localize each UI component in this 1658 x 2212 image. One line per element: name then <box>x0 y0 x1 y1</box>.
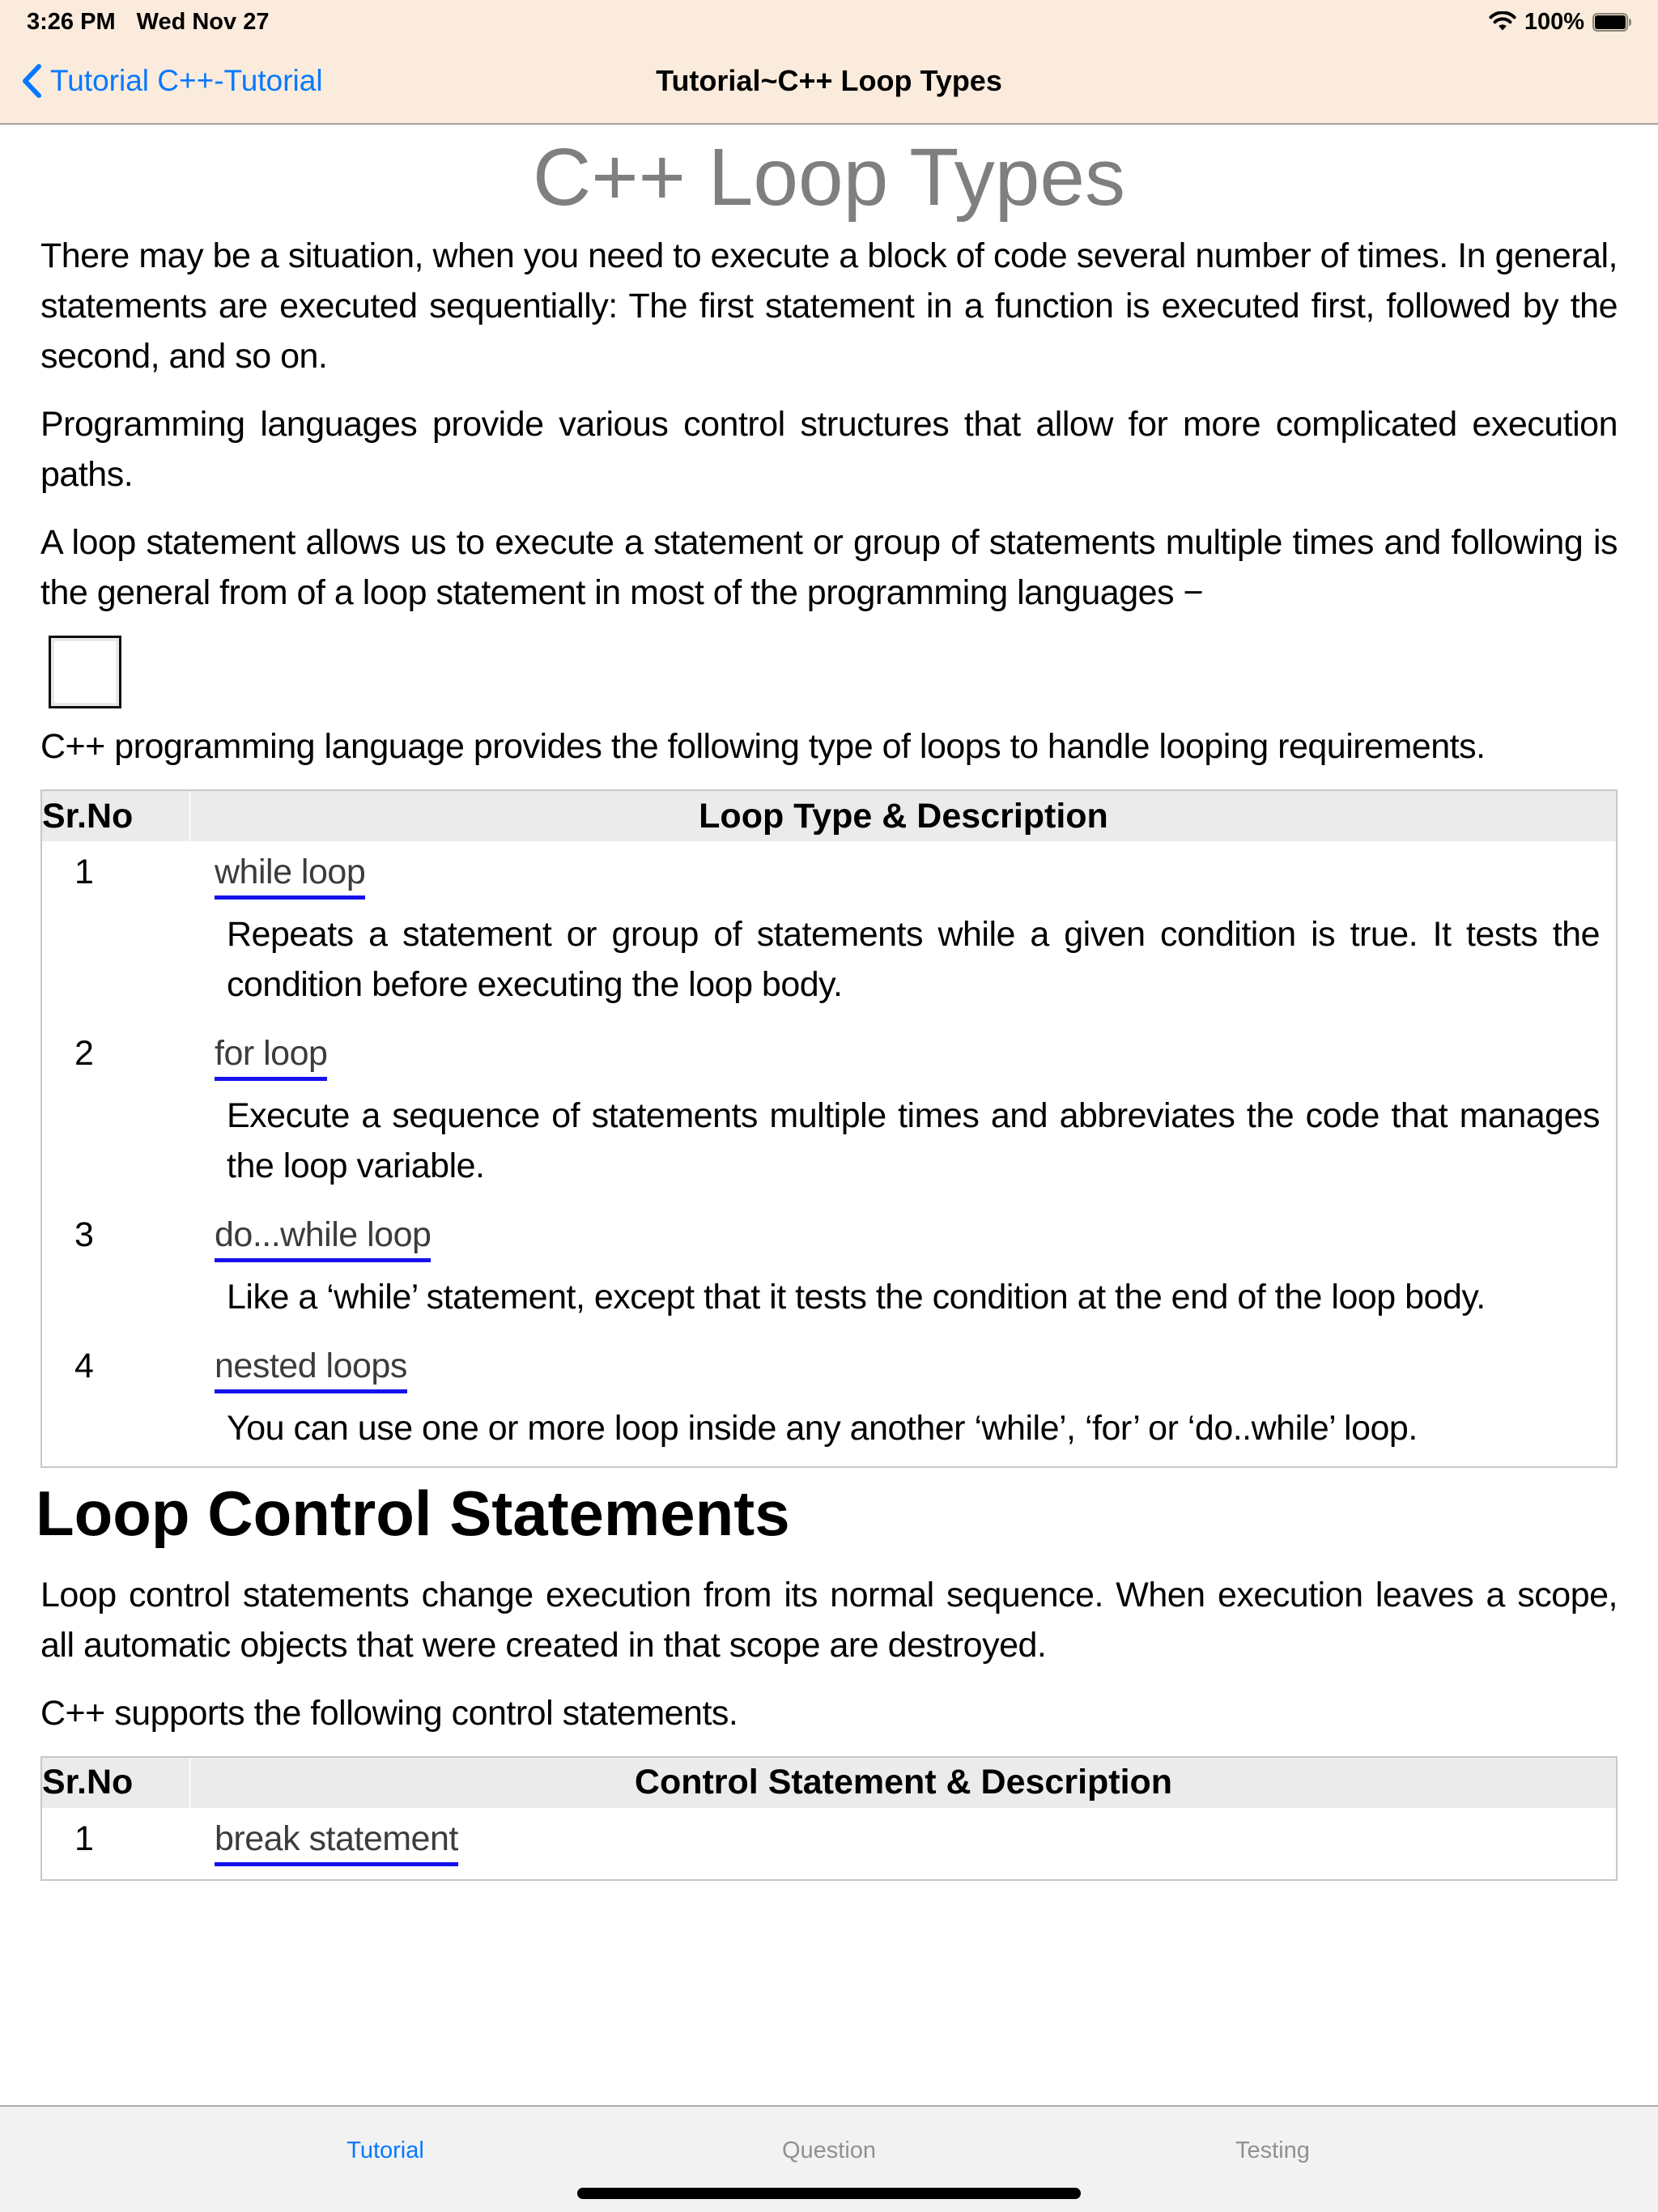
status-time: 3:26 PM <box>27 8 116 35</box>
table-row <box>42 1204 1616 1335</box>
battery-icon <box>1592 13 1631 32</box>
do-while-loop-link[interactable]: do...while loop <box>215 1215 431 1262</box>
row-number: 1 <box>74 1819 94 1858</box>
break-statement-link[interactable]: break statement <box>215 1819 458 1866</box>
row-number: 1 <box>74 853 94 891</box>
nested-loops-link[interactable]: nested loops <box>215 1346 407 1393</box>
home-indicator[interactable] <box>577 2188 1081 2199</box>
tab-question[interactable]: Question <box>781 2138 877 2163</box>
status-time-date <box>27 9 269 36</box>
tutorial-content-scroll[interactable] <box>0 126 1658 2105</box>
control-paragraph-2: C++ supports the following control statements. <box>40 1693 738 1733</box>
back-chevron-icon <box>21 62 42 100</box>
control-paragraph-1: Loop control statements change execution from its normal sequence. When execution leaves a scope, all automatic objects that were created in that scope are destroyed. <box>40 1575 1618 1665</box>
intro-paragraph-1: There may be a situation, when you need to execute a block of code several number of times. In general, statements are executed sequentially: The first statement in a function is executed first, followed by the second, and so on. <box>40 236 1618 376</box>
for-loop-link[interactable]: for loop <box>215 1034 327 1081</box>
row-description: You can use one or more loop inside any another ‘while’, ‘for’ or ‘do..while’ loop. <box>227 1409 1418 1448</box>
navigation-bar <box>0 39 1658 125</box>
table-row <box>42 1808 1616 1879</box>
loop-control-heading: Loop Control Statements <box>36 1478 790 1549</box>
column-header-srno: Sr.No <box>42 1758 191 1808</box>
page-title: C++ Loop Types <box>532 132 1126 223</box>
status-bar <box>0 0 1658 39</box>
battery-percent: 100% <box>1524 8 1584 35</box>
row-description: Repeats a statement or group of statements while a given condition is true. It tests the condition before executing the loop body. <box>227 915 1600 1004</box>
intro-paragraph-2: Programming languages provide various control structures that allow for more complicated execution paths. <box>40 405 1618 494</box>
row-number: 2 <box>74 1034 94 1073</box>
back-button-label: Tutorial C++-Tutorial <box>50 64 323 97</box>
nav-title: Tutorial~C++ Loop Types <box>656 64 1002 97</box>
intro-paragraph-3: A loop statement allows us to execute a statement or group of statements multiple times and following is the general from of a loop statement in most of the programming languages − <box>40 523 1618 612</box>
loop-types-table <box>40 789 1618 1468</box>
column-header-loop-type: Loop Type & Description <box>191 791 1616 841</box>
broken-image-placeholder <box>49 636 121 708</box>
row-number: 4 <box>74 1346 94 1385</box>
back-button[interactable] <box>21 62 323 100</box>
table-row <box>42 1023 1616 1204</box>
row-description: Like a ‘while’ statement, except that it tests the condition at the end of the loop body. <box>227 1278 1486 1317</box>
wifi-icon <box>1489 11 1516 32</box>
while-loop-link[interactable]: while loop <box>215 853 365 900</box>
table-row <box>42 841 1616 1023</box>
row-number: 3 <box>74 1215 94 1254</box>
table-row <box>42 1335 1616 1466</box>
status-indicators <box>1489 9 1631 36</box>
control-statements-table <box>40 1756 1618 1881</box>
table-header-row <box>42 791 1616 841</box>
row-description: Execute a sequence of statements multiple times and abbreviates the code that manages the loop variable. <box>227 1096 1600 1185</box>
column-header-control-statement: Control Statement & Description <box>191 1758 1616 1808</box>
intro-paragraph-4: C++ programming language provides the following type of loops to handle looping requirements. <box>40 727 1486 766</box>
tab-tutorial[interactable]: Tutorial <box>346 2138 424 2163</box>
tab-testing[interactable]: Testing <box>1235 2138 1310 2163</box>
table-header-row <box>42 1758 1616 1808</box>
status-date: Wed Nov 27 <box>136 8 270 35</box>
column-header-srno: Sr.No <box>42 791 191 841</box>
